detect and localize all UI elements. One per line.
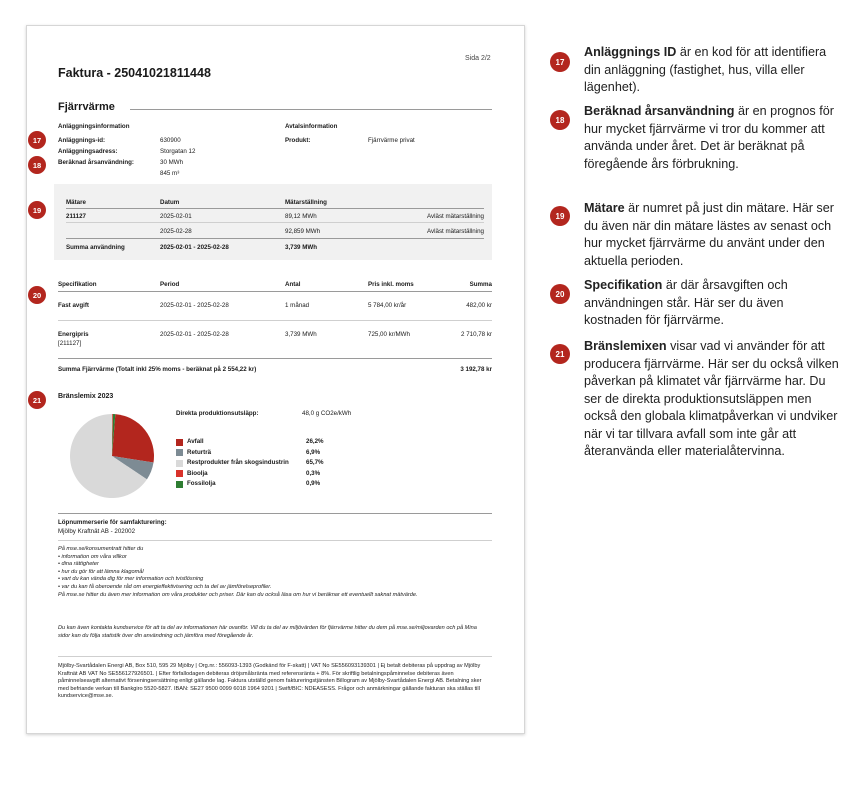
legend-value: 6,9%	[306, 448, 321, 456]
sum-usage-period: 2025-02-01 - 2025-02-28	[160, 244, 229, 251]
legend-swatch	[176, 449, 183, 456]
facility-id-value: 630900	[160, 137, 181, 144]
legend-swatch	[176, 439, 183, 446]
meter-row-note: Avläst mätarställning	[427, 228, 484, 235]
price-col-header: Pris inkl. moms	[368, 281, 414, 288]
section-title: Fjärrvärme	[58, 101, 115, 113]
meter-row-reading: 92,859 MWh	[285, 228, 321, 235]
reading-col-header: Mätarställning	[285, 199, 327, 206]
explain-badge-17: 17	[550, 52, 570, 72]
spec-row-meter: [211127]	[58, 340, 82, 347]
facility-id-label: Anläggnings-id:	[58, 137, 106, 144]
legend-swatch	[176, 481, 183, 488]
spec-row-period: 2025-02-01 - 2025-02-28	[160, 302, 229, 309]
spec-row-qty: 1 månad	[285, 302, 310, 309]
meter-sum-divider	[66, 238, 484, 239]
legend-swatch	[176, 460, 183, 467]
emissions-value: 48,0 g CO2e/kWh	[302, 410, 352, 417]
spec-row-price: 5 784,00 kr/år	[368, 302, 407, 309]
explanation-21	[584, 338, 844, 461]
fuel-mix-pie-chart	[62, 412, 162, 500]
info-line: • var du kan få oberoende råd om energieffektivisering och ta del av jämförelseprofiler.	[58, 583, 272, 590]
section-divider	[130, 109, 492, 110]
explanation-term: Specifikation	[584, 278, 663, 292]
badge-21: 21	[28, 391, 46, 409]
explanation-17	[584, 44, 844, 97]
explanation-text: är numret på just din mätare. Här ser du även när din mätare lästes av senast och hur mycket fjärrvärme du använt under den aktuella perioden.	[584, 201, 834, 268]
product-value: Fjärrvärme privat	[368, 137, 415, 144]
spec-total-label: Summa Fjärrvärme (Totalt inkl 25% moms - beräknat på 2 554,22 kr)	[58, 366, 257, 373]
info-paragraph: Du kan även kontakta kundservice för att ta del av informationen här ovanför. Vill du ta del av miljövärden för fjärrvärme hitter du dem på mse.se/miljovarden och på Mina sidor kan du följa statistik över din användning och jämföra med föregående år.	[58, 625, 477, 639]
meter-row-date: 2025-02-01	[160, 213, 192, 220]
meter-col-header: Mätare	[66, 199, 86, 206]
explanation-term: Beräknad årsanvändning	[584, 104, 735, 118]
explanation-18	[584, 103, 844, 173]
explanation-term: Mätare	[584, 201, 625, 215]
serial-divider-bottom	[58, 540, 492, 541]
info-line: • vart du kan vända dig för mer information och tvistlösning	[58, 576, 204, 583]
badge-17: 17	[28, 131, 46, 149]
explanation-term: Bränslemixen	[584, 339, 667, 353]
explanation-19	[584, 200, 844, 270]
legend-label: Fossilolja	[187, 480, 216, 487]
meter-row-date: 2025-02-28	[160, 228, 192, 235]
spec-total-value: 3 192,78 kr	[460, 366, 492, 373]
meter-row-note: Avläst mätarställning	[427, 213, 484, 220]
fuel-mix-title: Bränslemix 2023	[58, 393, 114, 400]
spec-row-sum: 2 710,78 kr	[461, 331, 492, 338]
explanation-text: är en kod för att identifiera din anläggning (fastighet, hus, villa eller lägenhet).	[584, 45, 827, 94]
explain-badge-18: 18	[550, 110, 570, 130]
annual-usage-mwh: 30 MWh	[160, 159, 184, 166]
explain-badge-20: 20	[550, 284, 570, 304]
meter-id: 211127	[66, 213, 86, 220]
serial-label: Löpnummerserie för samfakturering:	[58, 519, 167, 526]
explanation-text: är där årsavgiften och användningen står. Här ser du även kostnaden för fjärrvärme.	[584, 278, 788, 327]
explanation-text: är en prognos för hur mycket fjärrvärme vi tror du kommer att använda under året. Det är beräknat på föregående års förbrukning.	[584, 104, 834, 171]
spec-row-period: 2025-02-01 - 2025-02-28	[160, 331, 229, 338]
spec-row-qty: 3,739 MWh	[285, 331, 317, 338]
spec-row-sum: 482,00 kr	[466, 302, 492, 309]
legend-value: 0,3%	[306, 469, 321, 477]
spec-header-divider	[58, 291, 492, 292]
footer-divider	[58, 656, 492, 657]
explain-badge-19: 19	[550, 206, 570, 226]
spec-row-price: 725,00 kr/MWh	[368, 331, 410, 338]
explain-badge-21: 21	[550, 344, 570, 364]
legend-label: Bioolja	[187, 469, 208, 477]
facility-header: Anläggningsinformation	[58, 123, 130, 130]
spec-row-divider	[58, 320, 492, 321]
spec-total-divider	[58, 358, 492, 359]
legend-label: Restprodukter från skogsindustrin	[187, 459, 289, 466]
agreement-header: Avtalsinformation	[285, 123, 338, 130]
annual-usage-m3: 845 m³	[160, 170, 180, 177]
spec-row-name: Fast avgift	[58, 302, 89, 309]
legend-swatch	[176, 470, 183, 477]
explanation-20	[584, 277, 844, 330]
info-line: • dina rättigheter	[58, 561, 99, 568]
spec-col-header: Specifikation	[58, 281, 97, 288]
product-label: Produkt:	[285, 137, 311, 144]
footer-text: Mjölby-Svartådalen Energi AB, Box 510, 595 29 Mjölby | Org.nr.: 556093-1393 (Godkänd för F-skatt) | VAT No SE556093139301 | Ej betalt debiteras på uppdrag av Mjölby Kraftnät AB VAT No SE556127926501. | Efter förfallodagen debiteras dröjsmålsränta med referensränta + 8%. För skriftlig betalningspåminnelse debiteras även påminnelseavgift alternativt förseningsersättning enligt gällande lag. Faktura utställd genom faktureringstjänsten Billogram av Mjölby-Svartådalen Energi AB. Betalning sker med befriande verkan till Bankgiro 5520-5827. IBAN: SE27 9500 0099 6018 1964 9201 | Swift/BIC: NDEASESS. Frågor och anmärkningar gällande fakturan ska ställas till kundservice@mse.se.	[58, 663, 482, 700]
emissions-label: Direkta produktionsutsläpp:	[176, 410, 259, 417]
facility-address-label: Anläggningsadress:	[58, 148, 118, 155]
info-line: På mse.se/konsumentratt hitter du	[58, 546, 144, 552]
facility-address-value: Storgatan 12	[160, 148, 196, 155]
info-block	[58, 546, 493, 599]
legend-value: 0,9%	[306, 480, 321, 487]
serial-value: Mjölby Kraftnät AB - 202002	[58, 528, 136, 535]
serial-divider-top	[58, 513, 492, 514]
legend-value: 65,7%	[306, 459, 324, 466]
info-line: På mse.se hitter du även mer information om våra produkter och priser. Där kan du också läsa om hur vi beräknar ett eventuellt saknat mätvärde.	[58, 591, 418, 598]
spec-row-name: Energipris	[58, 331, 89, 338]
invoice-title: Faktura - 25041021811448	[58, 66, 211, 80]
period-col-header: Period	[160, 281, 180, 288]
pie-slice-0	[112, 414, 154, 462]
qty-col-header: Antal	[285, 281, 301, 288]
badge-19: 19	[28, 201, 46, 219]
sum-usage-label: Summa användning	[66, 244, 125, 251]
badge-18: 18	[28, 156, 46, 174]
meter-header-divider	[66, 208, 484, 209]
info-line: • information om våra villkor	[58, 553, 127, 560]
sum-col-header: Summa	[469, 281, 492, 288]
annual-usage-label: Beräknad årsanvändning:	[58, 159, 134, 166]
legend-value: 26,2%	[306, 438, 324, 445]
date-col-header: Datum	[160, 199, 180, 206]
meter-row-divider	[66, 222, 484, 223]
badge-20: 20	[28, 286, 46, 304]
explanation-term: Anläggnings ID	[584, 45, 677, 59]
page-number: Sida 2/2	[465, 55, 491, 62]
meter-row-reading: 89,12 MWh	[285, 213, 317, 220]
sum-usage-value: 3,739 MWh	[285, 244, 317, 251]
legend-label: Returträ	[187, 448, 212, 456]
info-line: • hur du gör för att lämna klagomål	[58, 568, 144, 575]
explanation-text: visar vad vi använder för att producera fjärrvärme. Här ser du också vilken påverkan på klimatet vår fjärrvärme har. Du ser de direkta produktionsutsläppen men också den globala klimatpåverkan vi undviker när vi tar tillvara avfall som inte går att återanvända eller materialåtervinna.	[584, 339, 839, 458]
legend-label: Avfall	[187, 438, 204, 445]
